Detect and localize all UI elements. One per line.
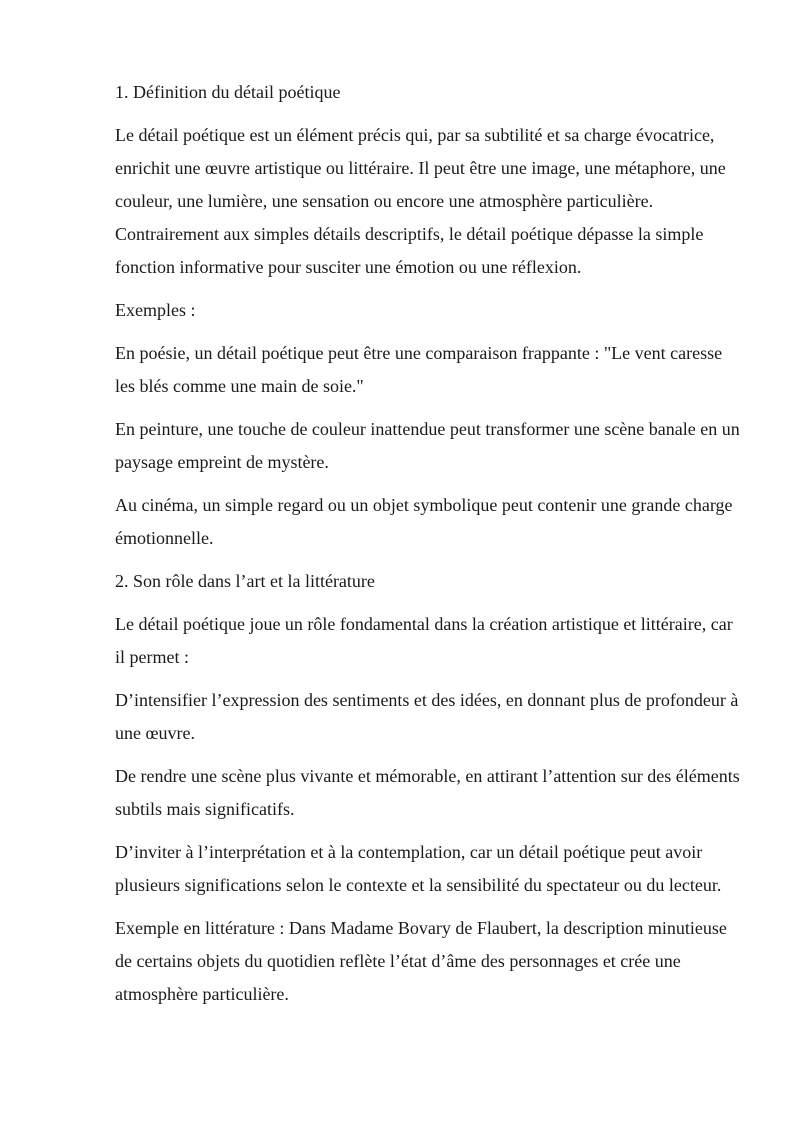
paragraph-definition: Le détail poétique est un élément précis qui, par sa subtilité et sa charge évocatrice, enrichit une œuvre artistique ou littéraire. Il peut être une image, une métaphore, une couleur, une lumière, une sensation ou encore une atmosphère particulière. Contrairement aux simples détails descriptifs, le détail poétique dépasse la simple fonction informative pour susciter une émotion ou une réflexion. (115, 125, 726, 277)
paragraph-example-literature: Exemple en littérature : Dans Madame Bovary de Flaubert, la description minutieuse de certains objets du quotidien reflète l’état d’âme des personnages et crée une atmosphère particulière. (115, 918, 727, 1004)
paragraph-role-intensify: D’intensifier l’expression des sentiments et des idées, en donnant plus de profondeur à une œuvre. (115, 690, 739, 743)
document-page (115, 76, 745, 1021)
paragraph-role-interpretation: D’inviter à l’interprétation et à la contemplation, car un détail poétique peut avoir plusieurs significations selon le contexte et la sensibilité du spectateur ou du lecteur. (115, 842, 722, 895)
paragraph-role-vivid: De rendre une scène plus vivante et mémorable, en attirant l’attention sur des éléments subtils mais significatifs. (115, 766, 740, 819)
section-heading-definition: 1. Définition du détail poétique (115, 82, 341, 102)
paragraph-examples-label: Exemples : (115, 300, 196, 320)
paragraph-example-painting: En peinture, une touche de couleur inattendue peut transformer une scène banale en un paysage empreint de mystère. (115, 419, 740, 472)
paragraph-role-intro: Le détail poétique joue un rôle fondamental dans la création artistique et littéraire, car il permet : (115, 614, 733, 667)
paragraph-example-cinema: Au cinéma, un simple regard ou un objet symbolique peut contenir une grande charge émotionnelle. (115, 495, 733, 548)
paragraph-example-poetry: En poésie, un détail poétique peut être une comparaison frappante : "Le vent caresse les blés comme une main de soie." (115, 343, 723, 396)
section-heading-role: 2. Son rôle dans l’art et la littérature (115, 571, 375, 591)
